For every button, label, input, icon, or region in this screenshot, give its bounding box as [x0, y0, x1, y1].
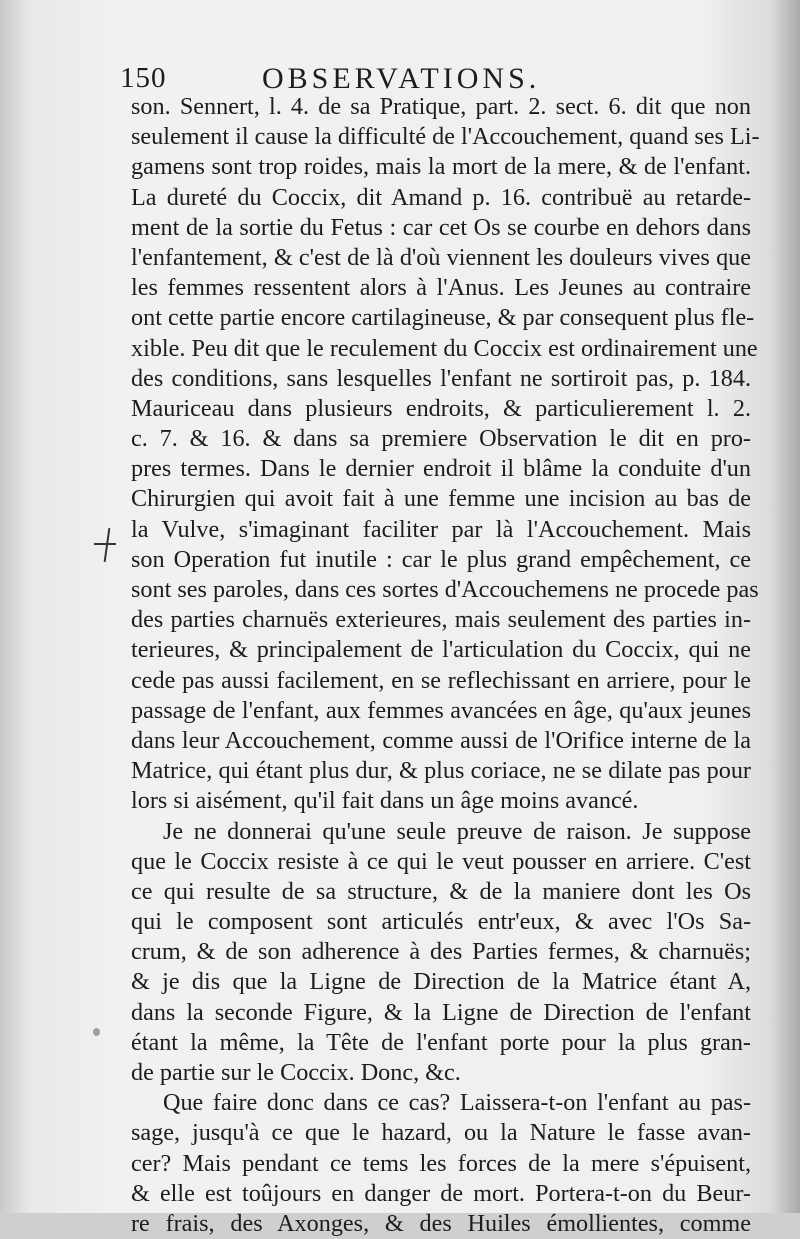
- text-line: Matrice, qui étant plus dur, & plus coriace, ne se dilate pas pour: [131, 757, 751, 785]
- text-line: cer? Mais pendant ce tems les forces de la mere s'épuisent,: [131, 1149, 751, 1177]
- text-line: La dureté du Coccix, dit Amand p. 16. contribuë au retarde-: [131, 183, 751, 211]
- text-line: des conditions, sans lesquelles l'enfant ne sortiroit pas, p. 184.: [131, 364, 751, 392]
- text-line: gamens sont trop roides, mais la mort de la mere, & de l'enfant.: [131, 153, 751, 181]
- text-line: c. 7. & 16. & dans sa premiere Observation le dit en pro-: [131, 425, 751, 453]
- text-line: & je dis que la Ligne de Direction de la Matrice étant A,: [131, 968, 751, 996]
- margin-cross-mark: [92, 528, 122, 562]
- text-line: & elle est toûjours en danger de mort. Portera-t-on du Beur-: [131, 1179, 751, 1207]
- body-text: [131, 92, 760, 1239]
- text-line: Chirurgien qui avoit fait à une femme une incision au bas de: [131, 485, 751, 513]
- text-line: de partie sur le Coccix. Donc, &c.: [131, 1059, 461, 1086]
- text-line: passage de l'enfant, aux femmes avancées en âge, qu'aux jeunes: [131, 696, 751, 724]
- text-line: seulement il cause la difficulté de l'Accouchement, quand ses Li-: [131, 123, 760, 151]
- text-line: crum, & de son adherence à des Parties fermes, & charnuës;: [131, 938, 751, 966]
- text-line: pres termes. Dans le dernier endroit il blâme la conduite d'un: [131, 455, 751, 483]
- text-line: dans leur Accouchement, comme aussi de l'Orifice interne de la: [131, 726, 751, 754]
- text-line: terieures, & principalement de l'articulation du Coccix, qui ne: [131, 636, 751, 664]
- text-line: sont ses paroles, dans ces sortes d'Accouchemens ne procede pas: [131, 576, 759, 603]
- text-line: son. Sennert, l. 4. de sa Pratique, part. 2. sect. 6. dit que non: [131, 93, 751, 120]
- text-line: son Operation fut inutile : car le plus grand empêchement, ce: [131, 545, 751, 573]
- text-line: xible. Peu dit que le reculement du Coccix est ordinairement une: [131, 334, 758, 362]
- paragraph-start-line: Que faire donc dans ce cas? Laissera-t-on l'enfant au pas-: [163, 1089, 751, 1117]
- text-line: lors si aisément, qu'il fait dans un âge moins avancé.: [131, 787, 639, 815]
- paragraph-start-line: Je ne donnerai qu'une seule preuve de raison. Je suppose: [163, 817, 751, 845]
- text-line: que le Coccix resiste à ce qui le veut pousser en arriere. C'est: [131, 847, 751, 875]
- page-number: 150: [120, 62, 167, 94]
- text-line: cede pas aussi facilement, en se reflechissant en arriere, pour le: [131, 666, 751, 694]
- text-line: dans la seconde Figure, & la Ligne de Direction de l'enfant: [131, 998, 751, 1026]
- text-line: l'enfantement, & c'est de là d'où viennent les douleurs vives que: [131, 243, 751, 271]
- text-line: ce qui resulte de sa structure, & de la maniere dont les Os: [131, 877, 751, 905]
- text-line: ment de la sortie du Fetus : car cet Os se courbe en dehors dans: [131, 213, 751, 241]
- text-line: étant la même, la Tête de l'enfant porte pour la plus gran-: [131, 1028, 751, 1056]
- text-line: re frais, des Axonges, & des Huiles émollientes, comme: [131, 1209, 751, 1237]
- text-line: Mauriceau dans plusieurs endroits, & particulierement l. 2.: [131, 394, 751, 422]
- text-line: qui le composent sont articulés entr'eux, & avec l'Os Sa-: [131, 908, 751, 936]
- text-line: des parties charnuës exterieures, mais seulement des parties in-: [131, 606, 751, 634]
- text-line: ont cette partie encore cartilagineuse, & par consequent plus fle-: [131, 304, 755, 332]
- text-line: la Vulve, s'imaginant faciliter par là l'Accouchement. Mais: [131, 515, 751, 543]
- text-line: les femmes ressentent alors à l'Anus. Les Jeunes au contraire: [131, 274, 751, 302]
- running-title: OBSERVATIONS.: [262, 62, 541, 95]
- ink-blot: [93, 1028, 100, 1036]
- text-line: sage, jusqu'à ce que le hazard, ou la Nature le fasse avan-: [131, 1119, 751, 1147]
